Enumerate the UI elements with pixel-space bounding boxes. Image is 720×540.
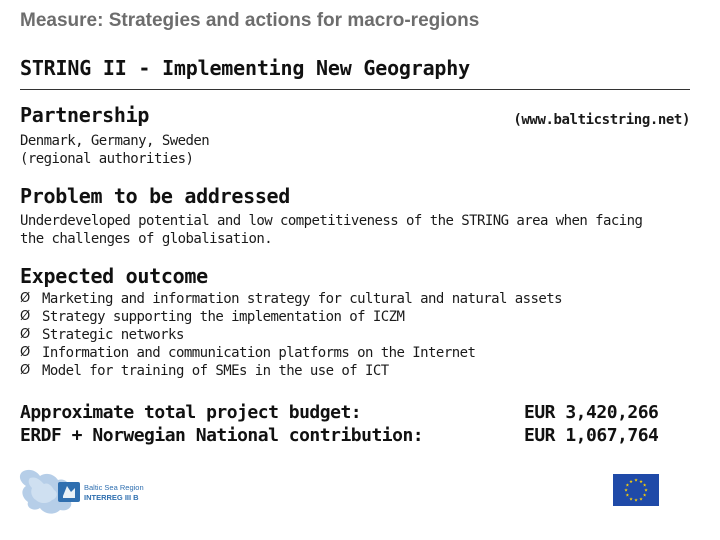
outcome-item-label: Strategy supporting the implementation of ICZM: [42, 309, 405, 325]
erdf-contribution-label: ERDF + Norwegian National contribution:: [20, 425, 424, 446]
outcome-list-container: [20, 290, 562, 380]
total-budget-value: EUR 3,420,266: [524, 402, 659, 423]
erdf-contribution-value: EUR 1,067,764: [524, 425, 659, 446]
arrow-bullet-icon: Ø: [20, 309, 30, 324]
baltic-sea-region-logo-icon: [18, 462, 158, 522]
eu-star-icon: ★: [628, 479, 634, 485]
outcome-list: [20, 290, 562, 380]
eu-star-icon: ★: [625, 493, 630, 499]
outcome-item-label: Strategic networks: [42, 327, 184, 343]
title-divider: [20, 89, 690, 90]
problem-text: [20, 212, 642, 248]
eu-star-icon: ★: [625, 483, 630, 489]
eu-star-icon: ★: [643, 488, 649, 494]
outcome-item: [20, 326, 562, 344]
eu-star-icon: ★: [628, 497, 634, 503]
eu-star-icon: ★: [633, 478, 639, 484]
outcome-item: [20, 308, 562, 326]
outcome-item: [20, 362, 562, 380]
problem-line: Underdeveloped potential and low competitiveness of the STRING area when facing: [20, 213, 643, 229]
project-website: (www.balticstring.net): [513, 112, 690, 128]
outcome-item-label: Marketing and information strategy for cultural and natural assets: [42, 291, 562, 307]
outcome-heading: Expected outcome: [20, 264, 208, 288]
budget-values: [524, 401, 658, 447]
eu-flag-graphic: [613, 474, 659, 506]
outcome-item: [20, 344, 562, 362]
page-header-title: Measure: Strategies and actions for macro-regions: [20, 10, 480, 31]
problem-heading: Problem to be addressed: [20, 184, 291, 208]
eu-star-icon: ★: [642, 483, 647, 489]
partnership-line: (regional authorities): [20, 151, 194, 167]
problem-line: the challenges of globalisation.: [20, 231, 273, 247]
outcome-item-label: Model for training of SMEs in the use of ICT: [42, 363, 389, 379]
eu-star-icon: ★: [623, 488, 629, 494]
partnership-heading: Partnership: [20, 103, 150, 127]
outcome-item: [20, 290, 562, 308]
total-budget-label: Approximate total project budget:: [20, 402, 362, 423]
logo-line-2: INTERREG III B: [84, 493, 139, 502]
budget-labels: [20, 401, 423, 447]
arrow-bullet-icon: Ø: [20, 291, 30, 306]
eu-star-icon: ★: [638, 497, 644, 503]
arrow-bullet-icon: Ø: [20, 327, 30, 342]
partnership-line: Denmark, Germany, Sweden: [20, 133, 210, 149]
eu-flag-icon: [613, 474, 659, 506]
outcome-item-label: Information and communication platforms on the Internet: [42, 345, 476, 361]
eu-star-icon: ★: [638, 479, 644, 485]
arrow-bullet-icon: Ø: [20, 363, 30, 378]
project-title: STRING II - Implementing New Geography: [20, 56, 470, 80]
logo-line-1: Baltic Sea Region: [84, 483, 144, 492]
eu-star-icon: ★: [633, 498, 639, 504]
baltic-sea-region-logo: [18, 462, 158, 522]
partnership-text: [20, 132, 209, 168]
arrow-bullet-icon: Ø: [20, 345, 30, 360]
eu-star-icon: ★: [642, 493, 647, 499]
